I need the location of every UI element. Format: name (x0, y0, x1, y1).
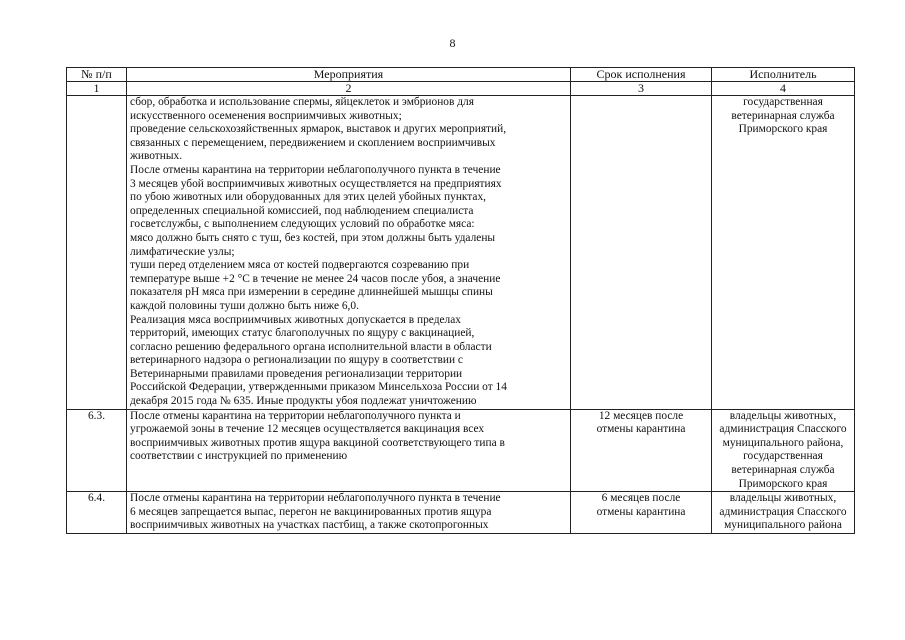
index-cell: 2 (127, 82, 571, 96)
measures-table (66, 67, 855, 534)
table-index-row (67, 82, 855, 96)
row-number: 6.3. (67, 409, 127, 492)
page-number: 8 (449, 36, 456, 50)
table-row (67, 96, 855, 410)
row-measures: сбор, обработка и использование спермы, яйцеклеток и эмбрионов для искусственного осеменения восприимчивых животных; проведение сельскохозяйственных ярмарок, выставок и других мероприятий, связанных с перемещением, передвижением и скоплением восприимчивых животных. После отмены карантина на территории неблагополучного пункта в течение 3 месяцев убой восприимчивых животных осуществляется на предприятиях по убою животных или оборудованных для этих целей убойных пунктах, определенных специальной комиссией, под наблюдением специалиста госветслужбы, с выполнением следующих условий по обработке мяса: мясо должно быть снято с туш, без костей, при этом должны быть удалены лимфатические узлы; туши перед отделением мяса от костей подвергаются созреванию при температуре выше +2 °C в течение не менее 24 часов после убоя, а значение показателя pH мяса при измерении в середине длиннейшей мышцы спины каждой половины туши должно быть ниже 6,0. Реализация мяса восприимчивых животных допускается в пределах территорий, имеющих статус благополучных по ящуру с вакцинацией, согласно решению федерального органа исполнительной власти в области ветеринарного надзора о регионализации по ящуру в соответствии с Ветеринарными правилами проведения регионализации территории Российской Федерации, утвержденными приказом Минсельхоза России от 14 декабря 2015 года № 635. Иные продукты убоя подлежат уничтожению (127, 96, 571, 410)
row-executor: владельцы животных, администрация Спасского муниципального района, государственная ветеринарная служба Приморского края (712, 409, 855, 492)
table-row (67, 492, 855, 534)
index-cell: 3 (571, 82, 712, 96)
table-row (67, 409, 855, 492)
header-number: № п/п (67, 68, 127, 82)
row-number: 6.4. (67, 492, 127, 534)
row-measures: После отмены карантина на территории неблагополучного пункта в течение 6 месяцев запрещается выпас, перегон не вакцинированных против ящура восприимчивых животных на участках пастбищ, а также скотопрогонных (127, 492, 571, 534)
row-measures: После отмены карантина на территории неблагополучного пункта и угрожаемой зоны в течение 12 месяцев осуществляется вакцинация всех восприимчивых животных против ящура вакциной соответствующего типа в соответствии с инструкцией по применению (127, 409, 571, 492)
row-executor: владельцы животных, администрация Спасского муниципального района (712, 492, 855, 534)
header-deadline: Срок исполнения (571, 68, 712, 82)
row-deadline (571, 96, 712, 410)
header-measures: Мероприятия (127, 68, 571, 82)
row-number (67, 96, 127, 410)
index-cell: 1 (67, 82, 127, 96)
header-executor: Исполнитель (712, 68, 855, 82)
index-cell: 4 (712, 82, 855, 96)
row-deadline: 12 месяцев после отмены карантина (571, 409, 712, 492)
table-header-row (67, 68, 855, 82)
row-deadline: 6 месяцев после отмены карантина (571, 492, 712, 534)
row-executor: государственная ветеринарная служба Приморского края (712, 96, 855, 410)
